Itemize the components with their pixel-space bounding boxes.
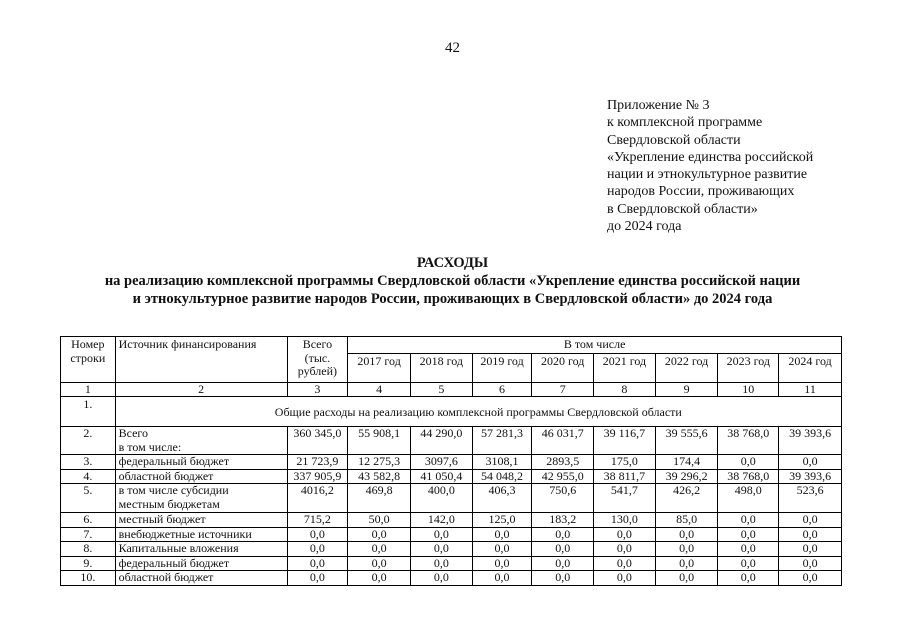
row-year-value: 0,0: [410, 527, 472, 542]
appendix-line: Приложение № 3: [607, 98, 710, 113]
header-row-number: Номер строки: [61, 337, 116, 383]
row-source: [115, 542, 287, 557]
table-row: [61, 469, 842, 484]
row-year-value: 174,4: [655, 455, 718, 470]
row-source: [115, 513, 287, 528]
column-number: 10: [718, 382, 779, 397]
row-year-value: 39 296,2: [655, 469, 718, 484]
row-source-line: Всего: [118, 426, 149, 440]
row-total: 715,2: [287, 513, 348, 528]
row-year-value: 39 116,7: [594, 427, 656, 455]
row-year-value: 0,0: [779, 571, 842, 586]
row-year-value: 0,0: [718, 542, 779, 557]
column-number: 9: [655, 382, 718, 397]
header-year: 2023 год: [718, 353, 779, 382]
row-year-value: 0,0: [472, 527, 532, 542]
row-year-value: 0,0: [348, 571, 411, 586]
row-year-value: 0,0: [779, 513, 842, 528]
row-number: 2.: [61, 427, 116, 455]
row-source: [115, 556, 287, 571]
row-source-line: Капитальные вложения: [118, 541, 239, 555]
row-year-value: 0,0: [655, 571, 718, 586]
header-total: Всего (тыс. рублей): [287, 337, 348, 383]
row-year-value: 125,0: [472, 513, 532, 528]
header-year: 2018 год: [410, 353, 472, 382]
page-number: 42: [445, 40, 460, 56]
row-source: [115, 469, 287, 484]
row-source-line: в том числе:: [118, 439, 182, 454]
row-total: 0,0: [287, 556, 348, 571]
row-year-value: 57 281,3: [472, 427, 532, 455]
row-total: 4016,2: [287, 484, 348, 513]
row-total: 0,0: [287, 542, 348, 557]
row-year-value: 0,0: [718, 556, 779, 571]
row-number: 8.: [61, 542, 116, 557]
appendix-line: нации и этнокультурное развитие: [607, 167, 808, 183]
row-number: 4.: [61, 469, 116, 484]
row-number: 5.: [61, 484, 116, 513]
row-year-value: 541,7: [594, 484, 656, 513]
row-year-value: 55 908,1: [348, 427, 411, 455]
row-source-line: местный бюджет: [118, 512, 206, 526]
row-year-value: 85,0: [655, 513, 718, 528]
row-year-value: 0,0: [532, 571, 594, 586]
appendix-line: «Укрепление единства российской: [607, 149, 814, 165]
row-year-value: 0,0: [779, 455, 842, 470]
row-total: 360 345,0: [287, 427, 348, 455]
row-year-value: 0,0: [655, 527, 718, 542]
header-year: 2022 год: [655, 353, 718, 382]
row-year-value: 0,0: [594, 571, 656, 586]
row-year-value: 54 048,2: [472, 469, 532, 484]
appendix-line: к комплексной программе: [607, 115, 763, 131]
row-year-value: 0,0: [410, 542, 472, 557]
title-line: РАСХОДЫ: [416, 255, 489, 271]
row-year-value: 0,0: [655, 542, 718, 557]
header-year: 2020 год: [532, 353, 594, 382]
row-year-value: 0,0: [532, 556, 594, 571]
table-row: [61, 571, 842, 586]
row-year-value: 0,0: [472, 542, 532, 557]
row-source: [115, 484, 287, 513]
row-source-line: внебюджетные источники: [118, 527, 252, 541]
column-number: 3: [287, 382, 348, 397]
title-line: на реализацию комплексной программы Свердловской области «Укрепление единства российской нации: [104, 273, 801, 289]
row-year-value: 38 768,0: [718, 427, 779, 455]
row-year-value: 41 050,4: [410, 469, 472, 484]
row-number: 7.: [61, 527, 116, 542]
row-year-value: 426,2: [655, 484, 718, 513]
row-source: [115, 427, 287, 455]
row-source: [115, 527, 287, 542]
table-row: [61, 513, 842, 528]
table-row: [61, 484, 842, 513]
row-year-value: 750,6: [532, 484, 594, 513]
row-year-value: 46 031,7: [532, 427, 594, 455]
row-total: 0,0: [287, 527, 348, 542]
appendix-line: Свердловской области: [607, 132, 741, 148]
row-year-value: 39 393,6: [779, 469, 842, 484]
row-source: [115, 455, 287, 470]
table-row: [61, 556, 842, 571]
row-year-value: 142,0: [410, 513, 472, 528]
row-year-value: 0,0: [594, 542, 656, 557]
row-year-value: 0,0: [594, 527, 656, 542]
column-number: 5: [410, 382, 472, 397]
row-number: 9.: [61, 556, 116, 571]
row-year-value: 0,0: [594, 556, 656, 571]
appendix-note: [607, 97, 897, 235]
row-number: 3.: [61, 455, 116, 470]
row-year-value: 0,0: [779, 556, 842, 571]
row-year-value: 498,0: [718, 484, 779, 513]
row-year-value: 39 555,6: [655, 427, 718, 455]
row-year-value: 44 290,0: [410, 427, 472, 455]
row-total: 0,0: [287, 571, 348, 586]
header-including: В том числе: [348, 337, 842, 354]
table-row: [61, 455, 842, 470]
row-year-value: 0,0: [348, 556, 411, 571]
row-year-value: 0,0: [472, 571, 532, 586]
column-number: 2: [115, 382, 287, 397]
header-year: 2017 год: [348, 353, 411, 382]
row-year-value: 0,0: [779, 527, 842, 542]
header-year: 2021 год: [594, 353, 656, 382]
row-year-value: 0,0: [410, 556, 472, 571]
row-year-value: 175,0: [594, 455, 656, 470]
row-total: 337 905,9: [287, 469, 348, 484]
row-year-value: 3097,6: [410, 455, 472, 470]
section-row-title: Общие расходы на реализацию комплексной программы Свердловской области: [115, 397, 841, 427]
row-year-value: 43 582,8: [348, 469, 411, 484]
row-year-value: 2893,5: [532, 455, 594, 470]
row-year-value: 3108,1: [472, 455, 532, 470]
title-line: и этнокультурное развитие народов России, проживающих в Свердловской области» до 2024 года: [132, 291, 773, 307]
row-source-line: местным бюджетам: [118, 496, 220, 511]
row-source-line: федеральный бюджет: [118, 454, 230, 468]
row-year-value: 0,0: [718, 527, 779, 542]
row-total: 21 723,9: [287, 455, 348, 470]
row-year-value: 0,0: [655, 556, 718, 571]
row-year-value: 0,0: [779, 542, 842, 557]
column-number: 8: [594, 382, 656, 397]
row-source: [115, 571, 287, 586]
row-year-value: 523,6: [779, 484, 842, 513]
table-row: [61, 542, 842, 557]
header-source: Источник финансирования: [115, 337, 287, 383]
row-year-value: 0,0: [410, 571, 472, 586]
section-row-number: 1.: [61, 397, 116, 427]
appendix-line: до 2024 года: [607, 219, 682, 235]
column-number: 7: [532, 382, 594, 397]
header-year: 2019 год: [472, 353, 532, 382]
row-year-value: 0,0: [532, 527, 594, 542]
row-year-value: 0,0: [532, 542, 594, 557]
row-source-line: федеральный бюджет: [118, 556, 230, 570]
row-year-value: 38 768,0: [718, 469, 779, 484]
row-year-value: 12 275,3: [348, 455, 411, 470]
row-year-value: 130,0: [594, 513, 656, 528]
appendix-line: в Свердловской области»: [607, 201, 758, 217]
row-year-value: 406,3: [472, 484, 532, 513]
row-year-value: 183,2: [532, 513, 594, 528]
column-number: 11: [779, 382, 842, 397]
expenses-table: [60, 336, 842, 586]
column-number: 4: [348, 382, 411, 397]
row-year-value: 400,0: [410, 484, 472, 513]
row-year-value: 38 811,7: [594, 469, 656, 484]
row-source-line: областной бюджет: [118, 570, 214, 584]
row-number: 6.: [61, 513, 116, 528]
row-year-value: 0,0: [348, 527, 411, 542]
column-number: 6: [472, 382, 532, 397]
row-year-value: 0,0: [718, 571, 779, 586]
row-year-value: 0,0: [472, 556, 532, 571]
document-title: [0, 254, 905, 308]
table-row: [61, 427, 842, 455]
row-year-value: 39 393,6: [779, 427, 842, 455]
row-source-line: областной бюджет: [118, 469, 214, 483]
row-number: 10.: [61, 571, 116, 586]
row-year-value: 50,0: [348, 513, 411, 528]
header-year: 2024 год: [779, 353, 842, 382]
row-year-value: 0,0: [718, 513, 779, 528]
column-number: 1: [61, 382, 116, 397]
appendix-line: народов России, проживающих: [607, 184, 795, 200]
row-source-line: в том числе субсидии: [118, 483, 229, 497]
row-year-value: 469,8: [348, 484, 411, 513]
row-year-value: 42 955,0: [532, 469, 594, 484]
table-row: [61, 527, 842, 542]
row-year-value: 0,0: [718, 455, 779, 470]
row-year-value: 0,0: [348, 542, 411, 557]
